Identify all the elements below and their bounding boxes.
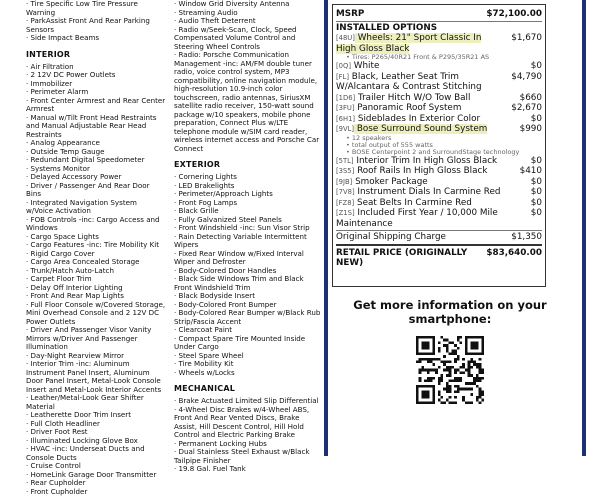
feature-item: · Leather/Metal-Look Gear Shifter Material <box>26 394 166 411</box>
section-heading: EXTERIOR <box>174 160 322 169</box>
divider <box>336 230 542 231</box>
feature-item: · Permanent Locking Hubs <box>174 440 322 449</box>
option-name: Sideblades In Exterior Color <box>355 114 480 124</box>
feature-item: · Dual Stainless Steel Exhaust w/Black Tailpipe Finisher <box>174 448 322 465</box>
option-row <box>336 124 542 135</box>
feature-item: · Front And Rear Map Lights <box>26 292 166 301</box>
feature-item: · Delay Off Interior Lighting <box>26 284 166 293</box>
option-row <box>336 156 542 167</box>
feature-item: · Front Cupholder <box>26 488 166 496</box>
feature-item: · Delayed Accessory Power <box>26 173 166 182</box>
option-code: [0Q] <box>336 62 351 70</box>
installed-options-label: INSTALLED OPTIONS <box>336 23 437 34</box>
option-price: $0 <box>504 156 542 167</box>
feature-item: · Leatherette Door Trim Insert <box>26 411 166 420</box>
feature-item: · 19.8 Gal. Fuel Tank <box>174 465 322 474</box>
feature-item: · Carpet Floor Trim <box>26 275 166 284</box>
option-label <box>336 187 504 198</box>
feature-item: · Cargo Space Lights <box>26 233 166 242</box>
retail-value: $83,640.00 <box>486 248 542 259</box>
feature-item: · Black Grille <box>174 207 322 216</box>
feature-item: · 4-Wheel Disc Brakes w/4-Wheel ABS, Front And Rear Vented Discs, Brake Assist, Hill Descent Control, Hill Hold Control and Electric Parking Brake <box>174 406 322 440</box>
feature-item: · Streaming Audio <box>174 9 322 18</box>
feature-item: · Redundant Digital Speedometer <box>26 156 166 165</box>
option-price: $2,670 <box>504 103 542 114</box>
option-name: Seat Belts In Carmine Red <box>354 198 472 208</box>
option-row <box>336 208 542 229</box>
price-box <box>332 4 546 287</box>
msrp-row <box>336 9 542 20</box>
features-column-1 <box>26 0 166 496</box>
feature-item: · Interior Trim -inc: Aluminum Instrument Panel Insert, Aluminum Door Panel Insert, Metal-Look Console Insert and Metal-Look Interior Accents <box>26 360 166 394</box>
qr-code-icon[interactable] <box>416 336 484 404</box>
option-label <box>336 177 504 188</box>
feature-item: · Trunk/Hatch Auto-Latch <box>26 267 166 276</box>
feature-item: · Full Cloth Headliner <box>26 420 166 429</box>
options-list <box>336 33 542 229</box>
option-label <box>336 114 504 125</box>
option-label <box>336 156 504 167</box>
section-heading: INTERIOR <box>26 50 166 59</box>
option-row <box>336 61 542 72</box>
feature-item: · Integrated Navigation System w/Voice Activation <box>26 199 166 216</box>
feature-item: · Cargo Area Concealed Storage <box>26 258 166 267</box>
option-row <box>336 103 542 114</box>
option-label <box>336 208 504 229</box>
option-price: $0 <box>504 198 542 209</box>
feature-item: · Window Grid Diversity Antenna <box>174 0 322 9</box>
feature-item: · Clearcoat Paint <box>174 326 322 335</box>
feature-item: · Body-Colored Front Bumper <box>174 301 322 310</box>
feature-item: · Air Filtration <box>26 63 166 72</box>
feature-item: · Analog Appearance <box>26 139 166 148</box>
option-price: $1,670 <box>504 33 542 44</box>
msrp-label: MSRP <box>336 9 364 20</box>
option-name: Instrument Dials In Carmine Red <box>355 187 501 197</box>
option-price: $660 <box>504 93 542 104</box>
retail-label: RETAIL PRICE (ORIGINALLY NEW) <box>336 248 486 269</box>
feature-item: · Illuminated Locking Glove Box <box>26 437 166 446</box>
feature-item: · Driver / Passenger And Rear Door Bins <box>26 182 166 199</box>
feature-item: · Driver And Passenger Visor Vanity Mirrors w/Driver And Passenger Illumination <box>26 326 166 352</box>
feature-item: · Black Bodyside Insert <box>174 292 322 301</box>
option-code: [5TL] <box>336 157 354 165</box>
divider <box>336 244 542 246</box>
option-detail: • 12 speakers <box>336 135 542 142</box>
option-row <box>336 177 542 188</box>
option-name: Included First Year / 10,000 Mile Maintenance <box>336 208 498 229</box>
option-row <box>336 33 542 54</box>
feature-item: · Cargo Features -inc: Tire Mobility Kit <box>26 241 166 250</box>
section-heading: MECHANICAL <box>174 384 322 393</box>
option-label <box>336 103 504 114</box>
option-code: [9VL] <box>336 125 354 133</box>
option-row <box>336 72 542 93</box>
option-row <box>336 114 542 125</box>
feature-item: · Wheels w/Locks <box>174 369 322 378</box>
feature-item: · Rigid Cargo Cover <box>26 250 166 259</box>
option-price: $410 <box>504 166 542 177</box>
option-name: Trailer Hitch W/O Tow Ball <box>355 93 470 103</box>
feature-item: · Manual w/Tilt Front Head Restraints and Manual Adjustable Rear Head Restraints <box>26 114 166 140</box>
option-price: $0 <box>504 208 542 219</box>
option-code: [9JB] <box>336 178 352 186</box>
feature-item: · HVAC -inc: Underseat Ducts and Console Ducts <box>26 445 166 462</box>
option-label <box>336 124 504 135</box>
option-code: [FZ8] <box>336 199 354 207</box>
feature-item: · Systems Monitor <box>26 165 166 174</box>
option-name: Wheels: 21" Sport Classic In High Gloss Black <box>336 33 481 54</box>
feature-item: · Compact Spare Tire Mounted Inside Under Cargo <box>174 335 322 352</box>
features-column-2 <box>174 0 322 474</box>
option-label <box>336 72 504 93</box>
more-info-heading: Get more information on your smartphone: <box>340 298 560 326</box>
option-detail: • BOSE Centerpoint 2 and SurroundStage technology <box>336 149 542 156</box>
feature-item: · Body-Colored Rear Bumper w/Black Rub Strip/Fascia Accent <box>174 309 322 326</box>
feature-item: · Black Side Windows Trim and Black Front Windshield Trim <box>174 275 322 292</box>
feature-item: · Radio: Porsche Communication Management -inc: AM/FM double tuner radio, voice control system, MP3 compatibility, online navigation module, high-resolution 10.9-inch color touchscreen, radio antennas, SiriusXM satellite radio receiver, 150-watt sound package w/10 speakers, mobile phone preparation, Connect Plus w/LTE telephone module w/SIM card reader, wireless internet access and Porsche Car Connect <box>174 51 322 153</box>
feature-item: · Perimeter Alarm <box>26 88 166 97</box>
option-detail: • Tires: P265/40R21 Front & P295/35R21 AS <box>336 54 542 61</box>
feature-item: · Brake Actuated Limited Slip Differential <box>174 397 322 406</box>
option-code: [1D6] <box>336 94 355 102</box>
feature-item: · FOB Controls -inc: Cargo Access and Windows <box>26 216 166 233</box>
msrp-value: $72,100.00 <box>486 9 542 20</box>
feature-item: · Day-Night Rearview Mirror <box>26 352 166 361</box>
option-code: [3S5] <box>336 167 354 175</box>
feature-item: · Driver Foot Rest <box>26 428 166 437</box>
option-name: Roof Rails In High Gloss Black <box>354 166 487 176</box>
option-name: Smoker Package <box>352 177 427 187</box>
shipping-row <box>336 232 542 243</box>
option-price: $0 <box>504 177 542 188</box>
feature-item: · Immobilizer <box>26 80 166 89</box>
feature-item: · Radio w/Seek-Scan, Clock, Speed Compensated Volume Control and Steering Wheel Controls <box>174 26 322 52</box>
option-row <box>336 198 542 209</box>
feature-item: · Body-Colored Door Handles <box>174 267 322 276</box>
option-code: [FL] <box>336 73 349 81</box>
option-row <box>336 187 542 198</box>
feature-item: · Fully Galvanized Steel Panels <box>174 216 322 225</box>
feature-item: · Front Windshield -inc: Sun Visor Strip <box>174 224 322 233</box>
option-price: $0 <box>504 187 542 198</box>
feature-item: · Steel Spare Wheel <box>174 352 322 361</box>
retail-row <box>336 248 542 269</box>
feature-item: · 2 12V DC Power Outlets <box>26 71 166 80</box>
shipping-label: Original Shipping Charge <box>336 232 504 243</box>
feature-item: · Tire Specific Low Tire Pressure Warning <box>26 0 166 17</box>
option-label <box>336 166 504 177</box>
option-name: White <box>351 61 379 71</box>
feature-item: · Full Floor Console w/Covered Storage, Mini Overhead Console and 2 12V DC Power Outlets <box>26 301 166 327</box>
feature-item: · Perimeter/Approach Lights <box>174 190 322 199</box>
option-code: [3FU] <box>336 104 355 112</box>
feature-item: · Outside Temp Gauge <box>26 148 166 157</box>
option-detail: • total output of 555 watts <box>336 142 542 149</box>
option-name: Interior Trim In High Gloss Black <box>354 156 498 166</box>
feature-item: · ParkAssist Front And Rear Parking Sensors <box>26 17 166 34</box>
feature-item: · Rain Detecting Variable Intermittent Wipers <box>174 233 322 250</box>
feature-item: · Side Impact Beams <box>26 34 166 43</box>
option-row <box>336 93 542 104</box>
shipping-value: $1,350 <box>504 232 542 243</box>
feature-item: · Front Fog Lamps <box>174 199 322 208</box>
option-code: [48U] <box>336 34 355 42</box>
option-name: Black, Leather Seat Trim W/Alcantara & Contrast Stitching <box>336 72 482 93</box>
feature-item: · Tire Mobility Kit <box>174 360 322 369</box>
option-name: Bose Surround Sound System <box>354 124 487 134</box>
option-code: [7V8] <box>336 188 355 196</box>
option-price: $0 <box>504 114 542 125</box>
option-price: $0 <box>504 61 542 72</box>
feature-item: · Rear Cupholder <box>26 479 166 488</box>
option-name: Panoramic Roof System <box>355 103 462 113</box>
feature-item: · Cornering Lights <box>174 173 322 182</box>
option-price: $990 <box>504 124 542 135</box>
divider <box>336 21 542 22</box>
feature-item: · Fixed Rear Window w/Fixed Interval Wiper and Defroster <box>174 250 322 267</box>
feature-item: · Audio Theft Deterrent <box>174 17 322 26</box>
feature-item: · Cruise Control <box>26 462 166 471</box>
feature-item: · Front Center Armrest and Rear Center Armrest <box>26 97 166 114</box>
installed-options-heading <box>336 23 542 34</box>
option-row <box>336 166 542 177</box>
option-label <box>336 61 504 72</box>
option-label <box>336 198 504 209</box>
feature-item: · LED Brakelights <box>174 182 322 191</box>
option-price: $4,790 <box>504 72 542 83</box>
option-label <box>336 33 504 54</box>
option-code: [6H1] <box>336 115 355 123</box>
feature-item: · HomeLink Garage Door Transmitter <box>26 471 166 480</box>
option-code: [Z1S] <box>336 209 355 217</box>
option-label <box>336 93 504 104</box>
